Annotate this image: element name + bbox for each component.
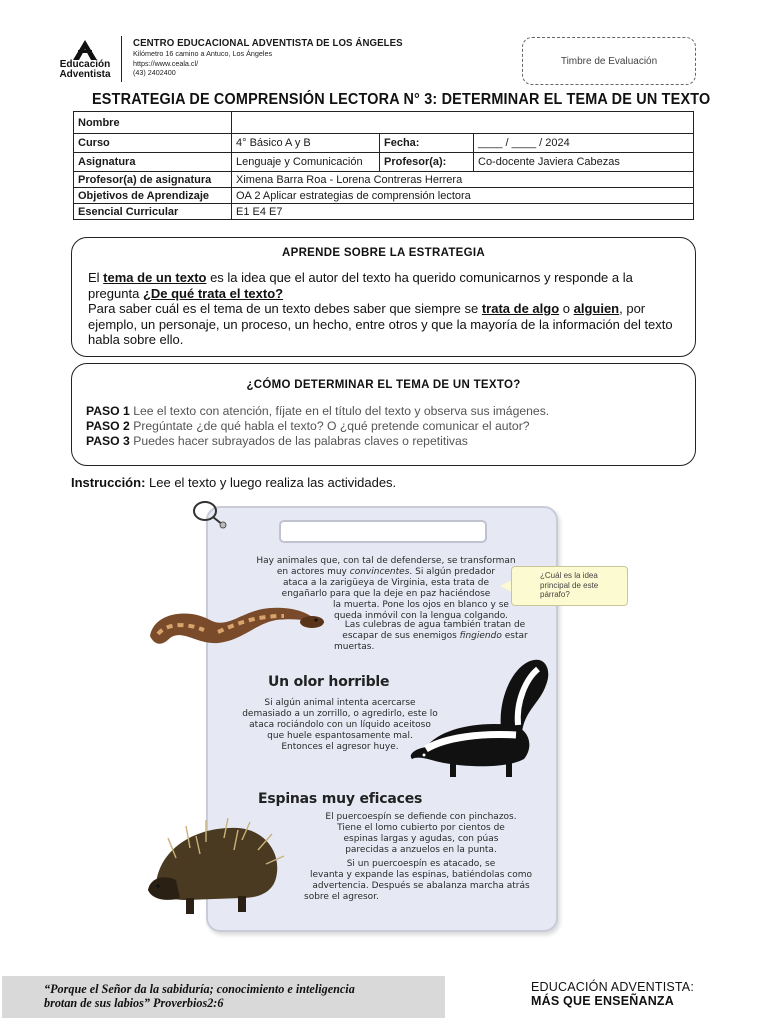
institution-name: CENTRO EDUCACIONAL ADVENTISTA DE LOS ÁNGELES bbox=[133, 37, 403, 49]
header-divider bbox=[121, 36, 122, 82]
profesor-asignatura-label: Profesor(a) de asignatura bbox=[74, 172, 232, 188]
curso-value: 4° Básico A y B bbox=[232, 134, 380, 153]
heading-espinas-muy-eficaces: Espinas muy eficaces bbox=[258, 791, 423, 807]
profesor-label: Profesor(a): bbox=[380, 153, 474, 172]
strategy-box bbox=[71, 237, 696, 357]
reading-intro: Hay animales que, con tal de defenderse, se transforman en actores muy convincentes. Si algún predador ataca a la zarigüeya de Virginia, esta trata de engañarlo para que la deje en paz haciéndose la muerta. Pone los ojos en blanco y se queda inmóvil con la lengua colgando. bbox=[256, 556, 516, 621]
reading-snake-paragraph: Las culebras de agua también tratan de escapar de sus enemigos fingiendo estar muertas. bbox=[334, 620, 528, 652]
strategy-paragraph-1: El tema de un texto es la idea que el autor del texto ha querido comunicarnos y responde a la pregunta ¿De qué trata el texto? bbox=[88, 270, 633, 301]
asignatura-label: Asignatura bbox=[74, 153, 232, 172]
steps-box-title: ¿CÓMO DETERMINAR EL TEMA DE UN TEXTO? bbox=[246, 379, 521, 391]
institution-website: https://www.ceala.cl/ bbox=[133, 58, 199, 68]
instruction bbox=[71, 475, 396, 490]
keyword-question: ¿De qué trata el texto? bbox=[142, 285, 284, 301]
quote-line-1: “Porque el Señor da la sabiduría; conocimiento e inteligencia bbox=[44, 982, 355, 996]
evaluation-stamp-box bbox=[522, 37, 696, 85]
porcupine-image bbox=[146, 818, 286, 916]
nombre-field[interactable] bbox=[232, 112, 694, 134]
steps-box bbox=[71, 363, 696, 466]
heading-un-olor-horrible: Un olor horrible bbox=[268, 674, 390, 690]
page-title: ESTRATEGIA DE COMPRENSIÓN LECTORA N° 3: DETERMINAR EL TEMA DE UN TEXTO bbox=[92, 91, 711, 108]
table-row bbox=[74, 112, 694, 134]
table-row bbox=[74, 134, 694, 153]
card-title-tab bbox=[279, 520, 487, 543]
step-text: Pregúntate ¿de qué habla el texto? O ¿qué pretende comunicar el autor? bbox=[129, 419, 530, 433]
speech-bubble-question: ¿Cuál es la idea principal de este párrafo? bbox=[511, 566, 628, 606]
quote-line-2: brotan de sus labios” Proverbios2:6 bbox=[44, 996, 224, 1010]
table-row bbox=[74, 153, 694, 172]
binder-ring-icon bbox=[189, 497, 229, 533]
profesor-asignatura-value: Ximena Barra Roa - Lorena Contreras Herrera bbox=[232, 172, 694, 188]
profesor-value: Co-docente Javiera Cabezas bbox=[474, 153, 694, 172]
table-row bbox=[74, 172, 694, 188]
keyword-alguien: alguien bbox=[573, 301, 620, 316]
snake-image bbox=[144, 598, 324, 656]
student-info-table bbox=[73, 111, 694, 220]
institution-address: Kilómetro 16 camino a Antuco, Los Ángeles bbox=[133, 49, 273, 58]
table-row bbox=[74, 188, 694, 204]
strategy-box-title: APRENDE SOBRE LA ESTRATEGIA bbox=[282, 247, 485, 259]
step-text: Lee el texto con atención, fíjate en el título del texto y observa sus imágenes. bbox=[129, 404, 550, 418]
objetivos-label: Objetivos de Aprendizaje bbox=[74, 188, 232, 204]
curso-label: Curso bbox=[74, 134, 232, 153]
nombre-label: Nombre bbox=[74, 112, 232, 134]
reading-porcupine-paragraph: El puercoespín se defiende con pinchazos. Tiene el lomo cubierto por cientos de espinas largas y agudas, con púas parecidas a anzuelos en la punta. Si un puercoespín es atacado, se levanta y expande las espinas, batiéndolas como advertencia. Después se abalanza marcha atrás sobre el agresor. bbox=[304, 812, 533, 902]
fecha-field[interactable]: ____ / ____ / 2024 bbox=[474, 134, 694, 153]
stamp-label: Timbre de Evaluación bbox=[560, 55, 658, 67]
logo-text-line-1: Educación bbox=[59, 59, 111, 70]
institution-info bbox=[133, 37, 426, 78]
step-2 bbox=[86, 419, 695, 434]
strategy-paragraph-2: Para saber cuál es el tema de un texto debes saber que siempre se trata de algo o alguien, por ejemplo, un personaje, un proceso, un hecho, entre otros y que la mayoría de la información del texto habla sobre ello. bbox=[88, 301, 673, 347]
asignatura-value: Lenguaje y Comunicación bbox=[232, 153, 380, 172]
esencial-value: E1 E4 E7 bbox=[232, 204, 694, 220]
brand-line-1: EDUCACIÓN ADVENTISTA: bbox=[531, 980, 695, 994]
logo-text-line-2: Adventista bbox=[59, 69, 111, 80]
keyword-trata-de-algo: trata de algo bbox=[481, 301, 560, 316]
adventist-logo-icon bbox=[72, 40, 98, 60]
institution-phone: (43) 2402400 bbox=[133, 68, 176, 77]
step-label: PASO 2 bbox=[86, 419, 130, 433]
reading-skunk-paragraph: Si algún animal intenta acercarse demasiado a un zorrillo, o agredirlo, este lo ataca rociándolo con un líquido aceitoso que huele espantosamente mal. Entonces el agresor huye. bbox=[242, 698, 438, 752]
fecha-label: Fecha: bbox=[380, 134, 474, 153]
objetivos-value: OA 2 Aplicar estrategias de comprensión lectora bbox=[232, 188, 694, 204]
footer-bible-quote bbox=[2, 976, 445, 1018]
footer-brand bbox=[531, 980, 694, 1008]
instruction-text: Lee el texto y luego realiza las actividades. bbox=[145, 475, 397, 490]
skunk-image bbox=[406, 655, 554, 781]
esencial-label: Esencial Curricular bbox=[74, 204, 232, 220]
brand-line-2: MÁS QUE ENSEÑANZA bbox=[531, 994, 674, 1008]
step-1 bbox=[86, 404, 695, 419]
step-text: Puedes hacer subrayados de las palabras claves o repetitivas bbox=[129, 434, 468, 448]
step-label: PASO 1 bbox=[86, 404, 130, 418]
step-3 bbox=[86, 434, 695, 449]
table-row bbox=[74, 204, 694, 220]
step-label: PASO 3 bbox=[86, 434, 130, 448]
instruction-label: Instrucción: bbox=[71, 475, 146, 490]
institution-logo bbox=[50, 40, 120, 82]
keyword-tema: tema de un texto bbox=[103, 270, 207, 285]
